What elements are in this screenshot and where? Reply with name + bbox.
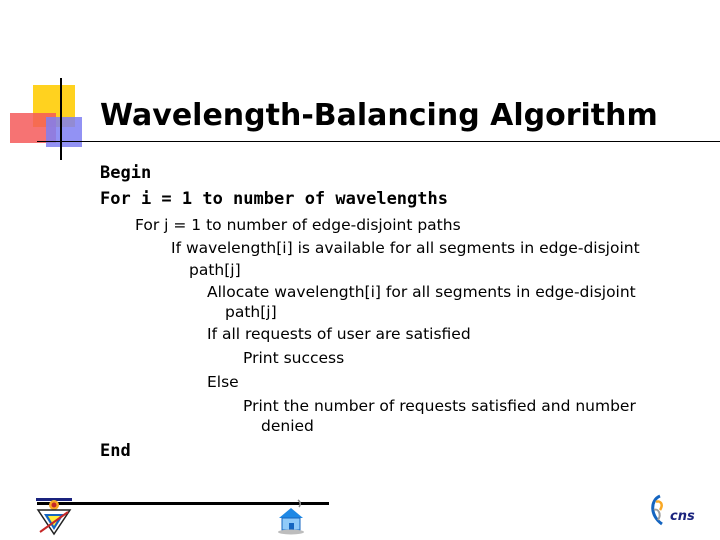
- algo-line-allocate: Allocate wavelength[i] for all segments in edge-disjoint: [207, 283, 636, 301]
- slide-title: Wavelength-Balancing Algorithm: [100, 98, 658, 133]
- university-logo-icon: [34, 494, 74, 536]
- decor-vertical-line: [60, 78, 62, 160]
- home-icon[interactable]: [276, 498, 306, 536]
- cns-logo-text: cns: [670, 509, 695, 524]
- algo-line-for-j: For j = 1 to number of edge-disjoint paths: [135, 216, 461, 234]
- algo-line-denied: denied: [261, 417, 314, 435]
- algo-line-path-j-2: path[j]: [225, 303, 277, 321]
- algo-line-path-j-1: path[j]: [189, 261, 241, 279]
- algo-line-begin: Begin: [100, 163, 152, 183]
- algo-line-end: End: [100, 441, 131, 461]
- decor-blue-square: [46, 117, 82, 147]
- algo-line-print-number: Print the number of requests satisfied and number: [243, 397, 636, 415]
- title-underline: [37, 141, 720, 142]
- cns-logo-icon: [646, 494, 702, 534]
- algo-line-if-satisfied: If all requests of user are satisfied: [207, 325, 471, 343]
- algo-line-for-i: For i = 1 to number of wavelengths: [100, 189, 448, 209]
- algo-line-else: Else: [207, 373, 239, 391]
- algo-line-print-success: Print success: [243, 349, 345, 367]
- algo-line-if-available: If wavelength[i] is available for all segments in edge-disjoint: [171, 239, 640, 257]
